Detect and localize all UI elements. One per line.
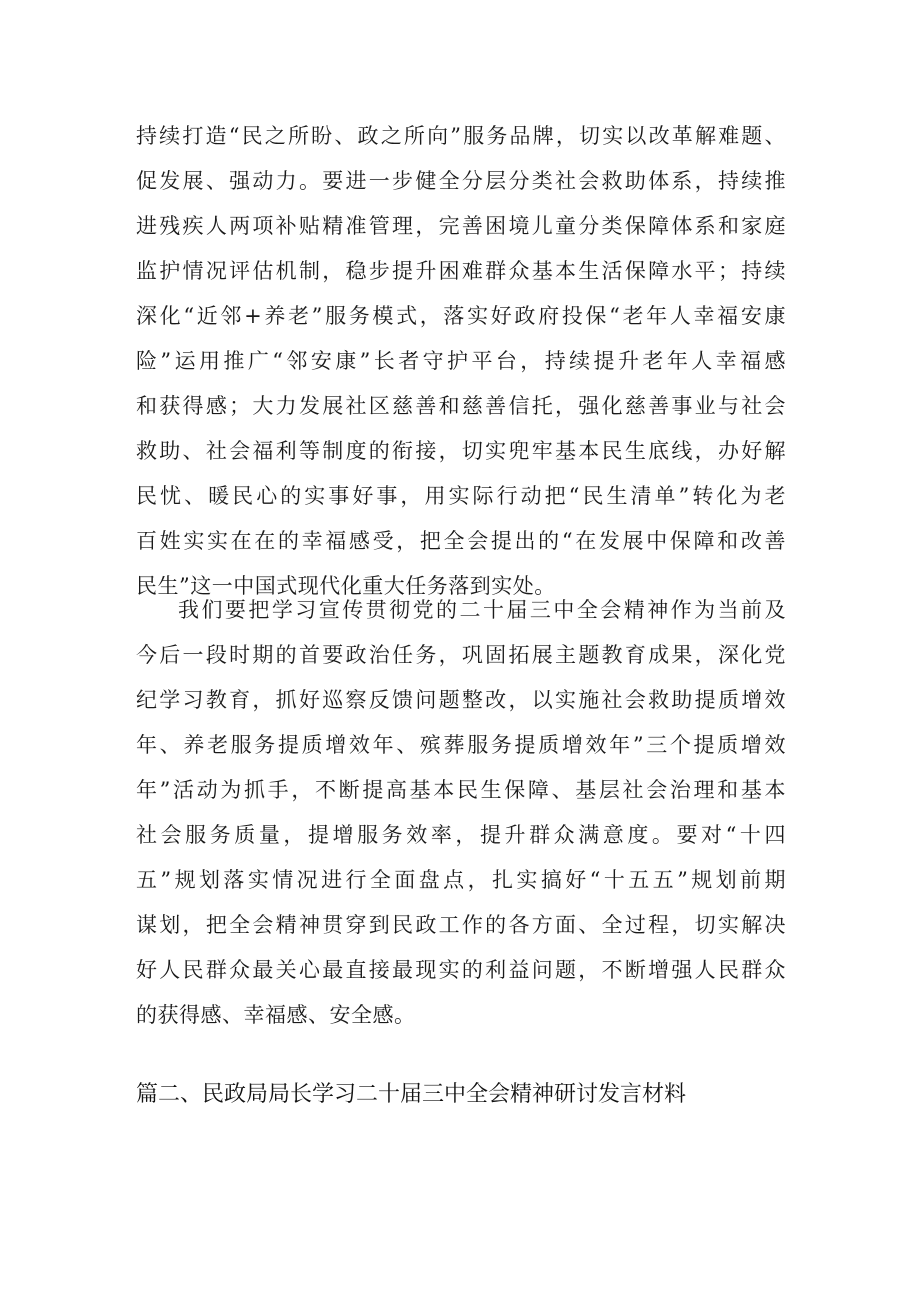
paragraph-line: 百姓实实在在的幸福感受，把全会提出的“在发展中保障和改善	[136, 529, 786, 553]
paragraph-line: 进残疾人两项补贴精准管理，完善困境儿童分类保障体系和家庭	[136, 214, 786, 238]
paragraph-line: 社会服务质量，提增服务效率，提升群众满意度。要对“十四	[136, 823, 786, 847]
paragraph-line: 救助、社会福利等制度的衔接，切实兜牢基本民生底线，办好解	[136, 439, 786, 463]
paragraph-line: 险”运用推广“邻安康”长者守护平台，持续提升老年人幸福感	[136, 349, 786, 373]
paragraph-line: 和获得感；大力发展社区慈善和慈善信托，强化慈善事业与社会	[136, 394, 786, 418]
paragraph-1	[136, 114, 786, 609]
paragraph-line: 监护情况评估机制，稳步提升困难群众基本生活保障水平；持续	[136, 259, 786, 283]
paragraph-line: 纪学习教育，抓好巡察反馈问题整改，以实施社会救助提质增效	[136, 688, 786, 712]
paragraph-line: 好人民群众最关心最直接最现实的利益问题，不断增强人民群众	[136, 958, 786, 982]
paragraph-line: 年、养老服务提质增效年、殡葬服务提质增效年”三个提质增效	[136, 733, 786, 757]
paragraph-line: 五”规划落实情况进行全面盘点，扎实搞好“十五五”规划前期	[136, 868, 786, 892]
paragraph-line: 持续打造“民之所盼、政之所向”服务品牌，切实以改革解难题、	[136, 124, 786, 148]
paragraph-line: 今后一段时期的首要政治任务，巩固拓展主题教育成果，深化党	[136, 643, 786, 667]
paragraph-2	[136, 588, 786, 1038]
paragraph-line: 的获得感、幸福感、安全感。	[136, 1003, 416, 1027]
paragraph-line: 我们要把学习宣传贯彻党的二十届三中全会精神作为当前及	[178, 598, 786, 622]
paragraph-line: 民忧、暖民心的实事好事，用实际行动把“民生清单”转化为老	[136, 484, 786, 508]
paragraph-line: 民生”这一中国式现代化重大任务落到实处。	[136, 574, 556, 598]
section-title: 篇二、民政局局长学习二十届三中全会精神研讨发言材料	[136, 1082, 687, 1107]
paragraph-line: 深化“近邻+养老”服务模式，落实好政府投保“老年人幸福安康	[136, 304, 786, 328]
paragraph-line: 谋划，把全会精神贯穿到民政工作的各方面、全过程，切实解决	[136, 913, 786, 937]
paragraph-line: 促发展、强动力。要进一步健全分层分类社会救助体系，持续推	[136, 169, 786, 193]
paragraph-line: 年”活动为抓手，不断提高基本民生保障、基层社会治理和基本	[136, 778, 786, 802]
